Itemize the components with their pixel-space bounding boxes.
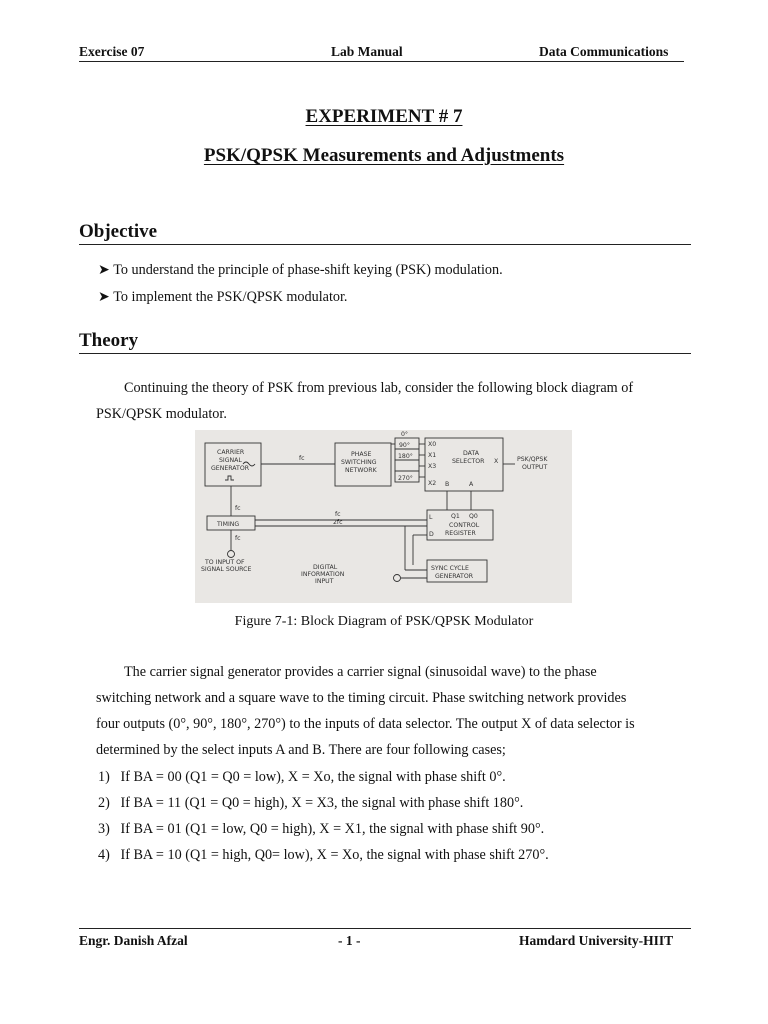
line-fc-label: fc — [335, 511, 341, 518]
input-x2: X2 — [428, 480, 437, 487]
objective-bullet — [98, 262, 503, 279]
digital-label-1: DIGITAL — [313, 564, 338, 571]
input-x0: X0 — [428, 441, 437, 448]
header-rule — [79, 61, 684, 62]
control-q1: Q1 — [451, 513, 460, 520]
bullet-text: To implement the PSK/QPSK modulator. — [113, 289, 348, 305]
header-right: Data Communications — [539, 44, 669, 59]
carrier-label-2: SIGNAL — [219, 457, 242, 464]
theory-rule — [79, 353, 691, 354]
case-text: If BA = 00 (Q1 = Q0 = low), X = Xo, the signal with phase shift 0°. — [120, 769, 506, 785]
header-left: Exercise 07 — [79, 44, 145, 59]
angle-0: 0° — [401, 431, 409, 438]
theory-para-line-1: The carrier signal generator provides a carrier signal (sinusoidal wave) to the phase — [124, 664, 597, 680]
to-input-label-2: SIGNAL SOURCE — [201, 566, 252, 573]
carrier-label-3: GENERATOR — [211, 465, 249, 472]
select-a: A — [469, 481, 474, 488]
theory-para-line-2: switching network and a square wave to the timing circuit. Phase switching network provides — [96, 690, 627, 706]
control-q0: Q0 — [469, 513, 478, 520]
theory-intro: Continuing the theory of PSK from previous lab, consider the following block diagram of — [124, 380, 634, 396]
header-center: Lab Manual — [331, 44, 403, 59]
select-b: B — [445, 481, 450, 488]
input-x1: X1 — [428, 452, 437, 459]
arrow-bullet-icon: ➤ — [98, 262, 110, 278]
case-item — [98, 821, 544, 838]
case-number: 3) — [98, 821, 110, 837]
digital-label-3: INPUT — [315, 578, 334, 585]
angle-270: 270° — [398, 475, 413, 482]
bullet-text: To understand the principle of phase-shift keying (PSK) modulation. — [113, 262, 503, 278]
case-text: If BA = 01 (Q1 = low, Q0 = high), X = X1, the signal with phase shift 90°. — [120, 821, 545, 837]
sync-label-2: GENERATOR — [435, 573, 473, 580]
selector-label-2: SELECTOR — [452, 458, 485, 465]
arrow-bullet-icon: ➤ — [98, 289, 110, 305]
to-input-label-1: TO INPUT OF — [205, 559, 245, 566]
case-text: If BA = 11 (Q1 = Q0 = high), X = X3, the signal with phase shift 180°. — [120, 795, 524, 811]
control-d: D — [429, 531, 434, 538]
fc-label: fc — [299, 455, 305, 462]
timing-fc-bottom: fc — [235, 535, 241, 542]
figure-caption: Figure 7-1: Block Diagram of PSK/QPSK Modulator — [234, 614, 534, 629]
timing-label: TIMING — [217, 521, 240, 528]
case-item — [98, 847, 549, 864]
block-diagram-figure — [195, 430, 572, 603]
case-number: 2) — [98, 795, 110, 811]
output-label-1: PSK/QPSK — [517, 456, 548, 463]
theory-para-line-4: determined by the select inputs A and B. There are four following cases; — [96, 742, 506, 758]
sync-label-1: SYNC CYCLE — [431, 565, 469, 572]
angle-180: 180° — [398, 453, 413, 460]
phase-label-2: SWITCHING — [341, 459, 377, 466]
phase-label-3: NETWORK — [345, 467, 377, 474]
control-label-2: REGISTER — [445, 530, 476, 537]
experiment-subtitle: PSK/QPSK Measurements and Adjustments — [203, 145, 565, 166]
carrier-label-1: CARRIER — [217, 449, 245, 456]
timing-fc-top: fc — [235, 505, 241, 512]
phase-label-1: PHASE — [351, 451, 372, 458]
case-number: 1) — [98, 769, 110, 785]
control-label-1: CONTROL — [449, 522, 480, 529]
input-x3: X3 — [428, 463, 437, 470]
case-item — [98, 795, 523, 812]
footer-left: Engr. Danish Afzal — [79, 933, 188, 948]
case-text: If BA = 10 (Q1 = high, Q0= low), X = Xo, the signal with phase shift 270°. — [120, 847, 549, 863]
digital-label-2: INFORMATION — [301, 571, 345, 578]
theory-heading: Theory — [79, 330, 139, 351]
footer-right: Hamdard University-HIIT — [519, 933, 674, 948]
objective-rule — [79, 244, 691, 245]
angle-90: 90° — [399, 442, 410, 449]
theory-para-line-3: four outputs (0°, 90°, 180°, 270°) to the inputs of data selector. The output X of data selector is — [96, 716, 635, 732]
control-l: L — [429, 514, 433, 521]
line-2fc-label: 2fc — [333, 519, 343, 526]
case-item — [98, 769, 506, 786]
page-number: - 1 - — [338, 933, 361, 948]
block-diagram — [195, 430, 572, 603]
case-number: 4) — [98, 847, 110, 863]
objective-heading: Objective — [79, 221, 158, 242]
experiment-title: EXPERIMENT # 7 — [305, 106, 463, 127]
selector-label-1: DATA — [463, 450, 479, 457]
theory-intro-continued: PSK/QPSK modulator. — [96, 406, 227, 422]
objective-bullet — [98, 289, 347, 306]
output-label-2: OUTPUT — [522, 464, 548, 471]
selector-output-x: X — [494, 458, 499, 465]
footer-rule — [79, 928, 691, 929]
